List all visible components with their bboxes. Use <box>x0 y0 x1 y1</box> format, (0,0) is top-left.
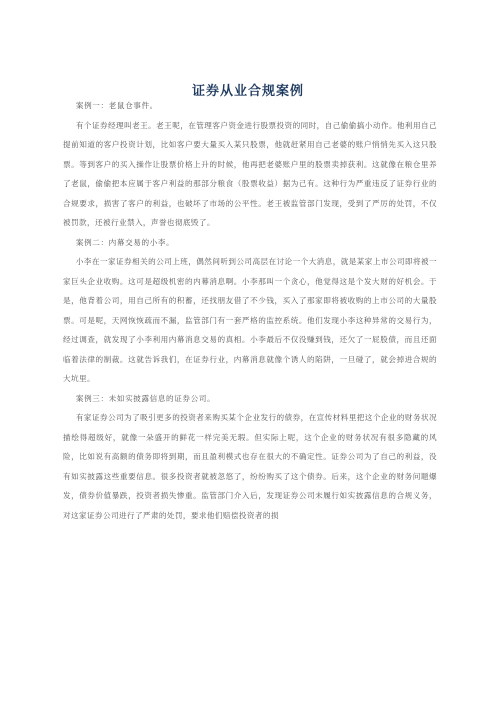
case-3-heading: 案例三：未如实披露信息的证券公司。 <box>75 393 216 403</box>
case-3-body: 有家证券公司为了吸引更多的投资者来购买某个企业发行的债券，在宣传材料里把这个企业的财务状况描绘得超级好，就像一朵盛开的鲜花一样完美无瑕。但实际上呢，这个企业的财务状况有很多隐藏的风险，比如说有高额的债务即将到期，而且盈利模式也存在很大的不确定性。证券公司为了自己的利益，没有如实披露这些重要信息。很多投资者就被忽悠了，纷纷购买了这个债券。后来，这个企业的财务问题爆发，债券价值暴跌，投资者损失惨重。监管部门介入后，发现证券公司未履行如实披露信息的合规义务，对这家证券公司进行了严肃的处罚，要求他们赔偿投资者的损 <box>63 413 437 520</box>
case-2-body: 小李在一家证券相关的公司上班，偶然间听到公司高层在讨论一个大消息，就是某家上市公司即将被一家巨头企业收购。这可是超级机密的内幕消息啊。小李那叫一个贪心，他觉得这是个发大财的好机会。于是，他背着公司，用自己所有的积蓄，还找朋友借了不少钱，买入了那家即将被收购的上市公司的大量股票。可是呢，天网恢恢疏而不漏，监管部门有一套严格的监控系统。他们发现小李这种异常的交易行为，经过调查，就发现了小李利用内幕消息交易的真相。小李最后不仅没赚到钱，还欠了一屁股债，而且还面临着法律的制裁。这就告诉我们，在证券行业，内幕消息就像个诱人的陷阱，一旦碰了，就会掉进合规的大坑里。 <box>63 257 437 383</box>
case-1-body: 有个证券经理叫老王。老王呢，在管理客户资金进行股票投资的同时，自己偷偷搞小动作。他利用自己提前知道的客户投资计划，比如客户要大量买入某只股票，他就赶紧用自己老婆的账户悄悄先买入这只股票。等到客户的买入操作让股票价格上升的时候，他再把老婆账户里的股票卖掉获利。这就像在粮仓里养了老鼠，偷偷把本应属于客户利益的那部分粮食（股票收益）据为己有。这种行为严重违反了证券行业的合规要求，损害了客户的利益，也破坏了市场的公平性。老王被监管部门发现，受到了严厉的处罚，不仅被罚款，还被行业禁入，声誉也彻底毁了。 <box>63 120 437 227</box>
case-1-heading: 案例一：老鼠仓事件。 <box>75 101 158 110</box>
document-title: 证券从业合规案例 <box>191 84 304 99</box>
case-2-heading: 案例二：内幕交易的小李。 <box>75 237 175 247</box>
document-body <box>63 96 437 525</box>
